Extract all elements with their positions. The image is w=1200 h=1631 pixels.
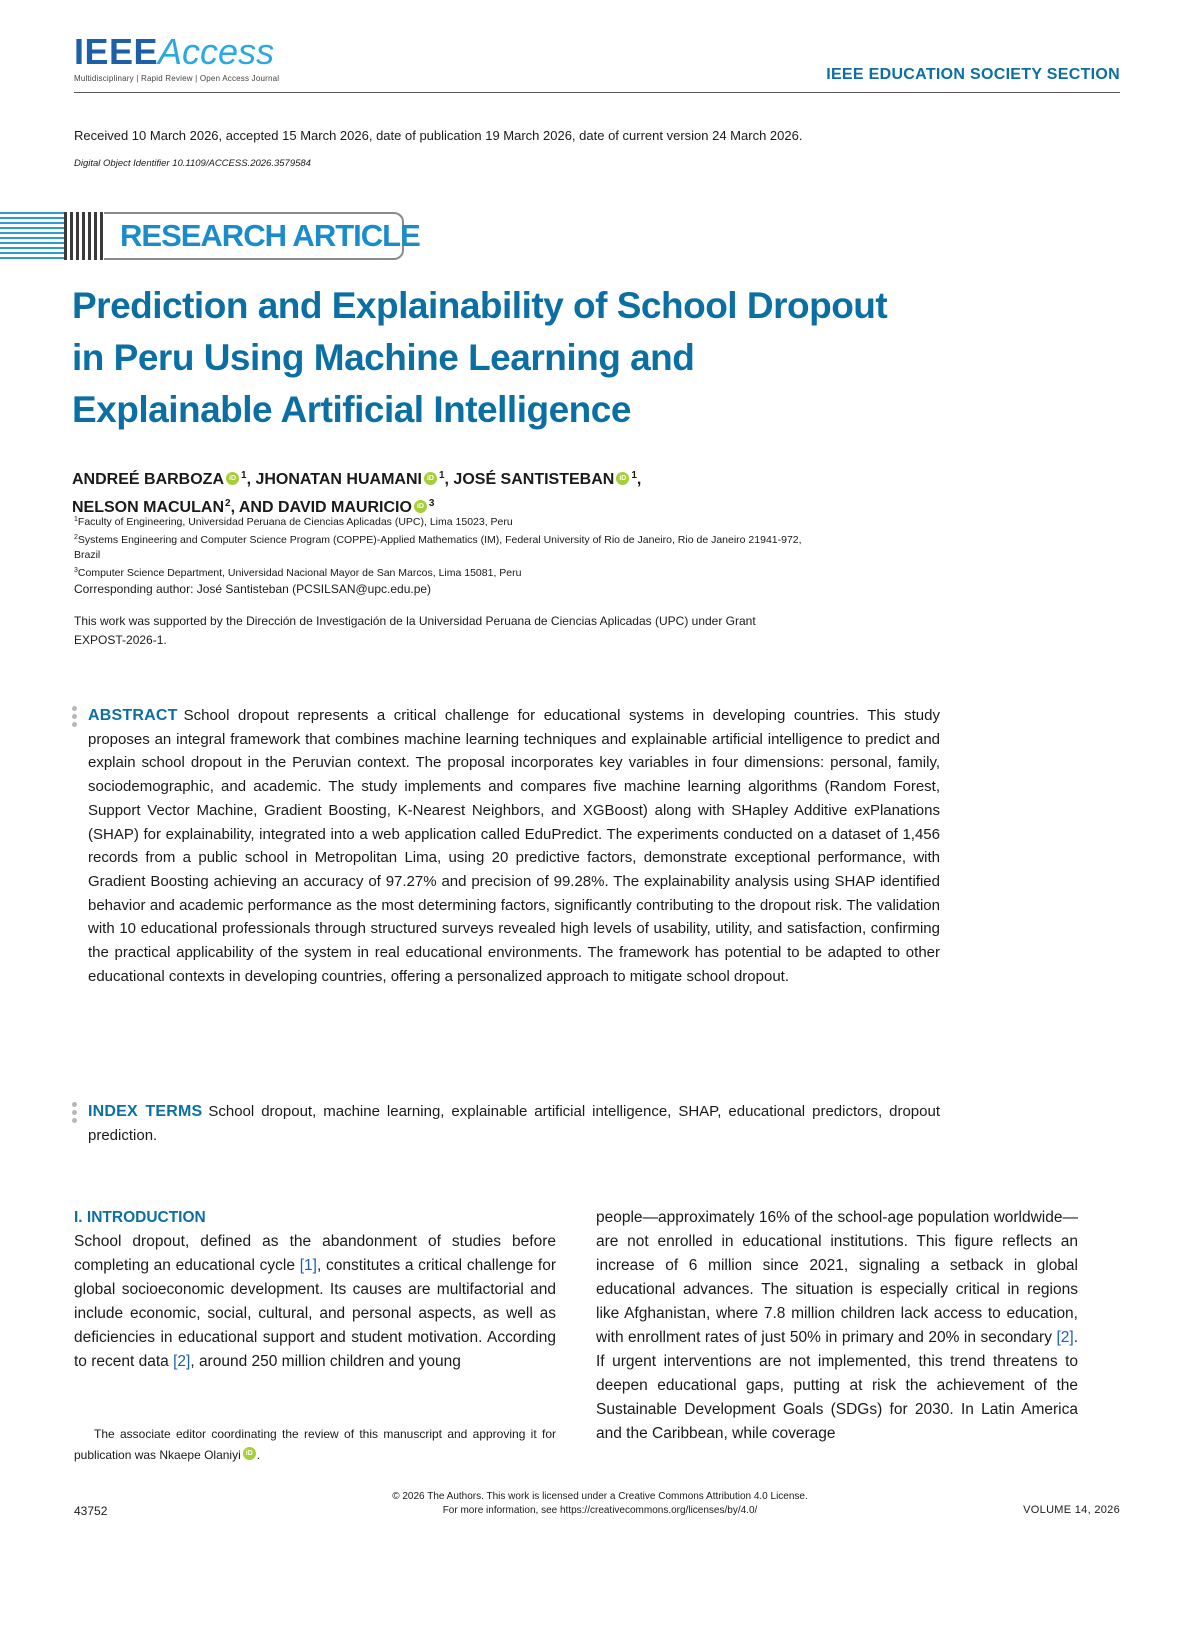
affiliation-3: $^3$Computer Science Department, Universidad Nacional Mayor de San Marcos, Lima 15081, Peru [74,567,522,579]
section-label: IEEE EDUCATION SOCIETY SECTION [826,66,1120,83]
abstract-text: School dropout represents a critical challenge for educational systems in developing countries. This study proposes an integral framework that combines machine learning techniques and explainable artificial intelligence to predict and explain school dropout in the Peruvian context. The proposal incorporates key variables in four dimensions: personal, family, sociodemographic, and academic. The study implements and compares five machine learning algorithms (Random Forest, Support Vector Machine, Gradient Boosting, K-Nearest Neighbors, and XGBoost) along with SHapley Additive exPlanations (SHAP) for explainability, integrated into a web application called EduPredict. The experiments conducted on a dataset of 1,456 records from a public school in Metropolitan Lima, using 20 predictive factors, demonstrate exceptional performance, with Gradient Boosting achieving an accuracy of 97.27% and precision of 99.28%. The explainability analysis using SHAP identified behavior and academic performance as the most determining factors, significantly contributing to the dropout risk. The validation with 10 educational professionals through structured surveys revealed high levels of usability, utility, and satisfaction, confirming the practical applicability of the system in real educational environments. The framework has potential to be adapted to other educational contexts in developing countries, offering a personalized approach to mitigate school dropout. [88,707,940,985]
funding-note: This work was supported by the Dirección de Investigación de la Universidad Peruana de Ciencias Aplicadas (UPC) under Grant EXPOST-2026-1. [74,614,756,647]
citation-link[interactable]: [2] [173,1353,191,1370]
banner-bars [64,212,104,260]
received-dates: Received 10 March 2026, accepted 15 March 2026, date of publication 19 March 2026, date of current version 24 March 2026. [74,128,803,143]
author-affiliation-mark: 1 [631,470,637,481]
intro-left-column [74,1206,556,1374]
logo-tagline: Multidisciplinary | Rapid Review | Open Access Journal [74,74,280,83]
logo-access: Access [158,31,275,72]
index-terms-marker-icon [72,1102,78,1126]
paper-title [72,280,972,436]
abstract-label: ABSTRACT [88,707,178,724]
journal-logo [74,31,275,72]
author-name: , JOSÉ SANTISTEBAN [444,471,615,488]
author-affiliation-mark: 3 [428,498,435,509]
index-terms-label: INDEX TERMS [88,1103,203,1120]
title-line-3: Explainable Artificial Intelligence [72,389,631,430]
author-name: ANDREÉ BARBOZA [72,471,224,488]
doi: Digital Object Identifier 10.1109/ACCESS.2026.3579584 [74,158,311,169]
author-separator: , [636,471,642,488]
author-line-1 [72,464,972,492]
title-line-1: Prediction and Explainability of School Dropout [72,285,888,326]
article-type-label: RESEARCH ARTICLE [120,218,420,253]
orcid-icon[interactable]: iD [243,1447,256,1460]
license-footer [200,1490,1000,1518]
index-terms-text: School dropout, machine learning, explainable artificial intelligence, SHAP, educational predictors, dropout prediction. [88,1103,940,1144]
license-link[interactable]: For more information, see https://creativecommons.org/licenses/by/4.0/ [442,1505,758,1516]
abstract-marker-icon [72,706,78,730]
author-name: , JHONATAN HUAMANI [246,471,422,488]
banner-stripes [0,212,64,260]
orcid-icon[interactable]: iD [424,472,437,485]
title-line-2: in Peru Using Machine Learning and [72,337,695,378]
affiliation-2-cont: Brazil [74,549,101,561]
page-number: 43752 [74,1504,108,1518]
intro-heading: I. INTRODUCTION [74,1209,206,1226]
citation-link[interactable]: [2] [1056,1329,1074,1346]
affiliation-2: $^2$Systems Engineering and Computer Science Program (COPPE)-Applied Mathematics (IM), Federal University of Rio de Janeiro, Rio de Janeiro 21941-972, [74,534,802,546]
author-name: , AND DAVID MAURICIO [230,499,412,516]
editor-footnote: The associate editor coordinating the review of this manuscript and approving it for publication was Nkaepe Olaniyi iD . [74,1427,556,1462]
intro-paragraph: School dropout, defined as the abandonment of studies before completing an educational cycle [1], constitutes a critical challenge for global socioeconomic development. Its causes are multifactorial and include economic, social, cultural, and personal aspects, as well as deficiencies in educational support and student motivation. According to recent data [2], around 250 million children and young [74,1233,556,1370]
orcid-icon[interactable]: iD [616,472,629,485]
logo-ieee: IEEE [74,31,159,72]
intro-right-column [596,1206,1078,1446]
citation-link[interactable]: [1] [299,1257,317,1274]
header-rule [74,92,1120,93]
abstract [88,704,940,988]
index-terms [88,1100,940,1148]
volume-label: VOLUME 14, 2026 [1023,1504,1120,1516]
author-affiliation-mark: 2 [225,498,231,509]
author-name: NELSON MACULAN [72,499,224,516]
corresponding-author: Corresponding author: José Santisteban (PCSILSAN@upc.edu.pe) [74,582,432,596]
affiliation-1: $^1$Faculty of Engineering, Universidad Peruana de Ciencias Aplicadas (UPC), Lima 15023, Peru [74,516,513,528]
author-affiliation-mark: 1 [241,470,247,481]
license-text: © 2026 The Authors. This work is licensed under a Creative Commons Attribution 4.0 License. [392,1491,808,1502]
orcid-icon[interactable]: iD [414,500,427,513]
orcid-icon[interactable]: iD [226,472,239,485]
intro-paragraph-cont: people—approximately 16% of the school-age population worldwide—are not enrolled in educational institutions. This figure reflects an increase of 6 million since 2021, signaling a setback in global educational advances. The situation is especially critical in regions like Afghanistan, where 7.8 million children lack access to education, with enrollment rates of just 50% in primary and 20% in secondary [2]. If urgent interventions are not implemented, this trend threatens to deepen educational gaps, putting at risk the achievement of the Sustainable Development Goals (SDGs) for 2030. In Latin America and the Caribbean, while coverage [596,1209,1078,1442]
author-affiliation-mark: 1 [438,470,445,481]
affiliations [74,512,954,581]
